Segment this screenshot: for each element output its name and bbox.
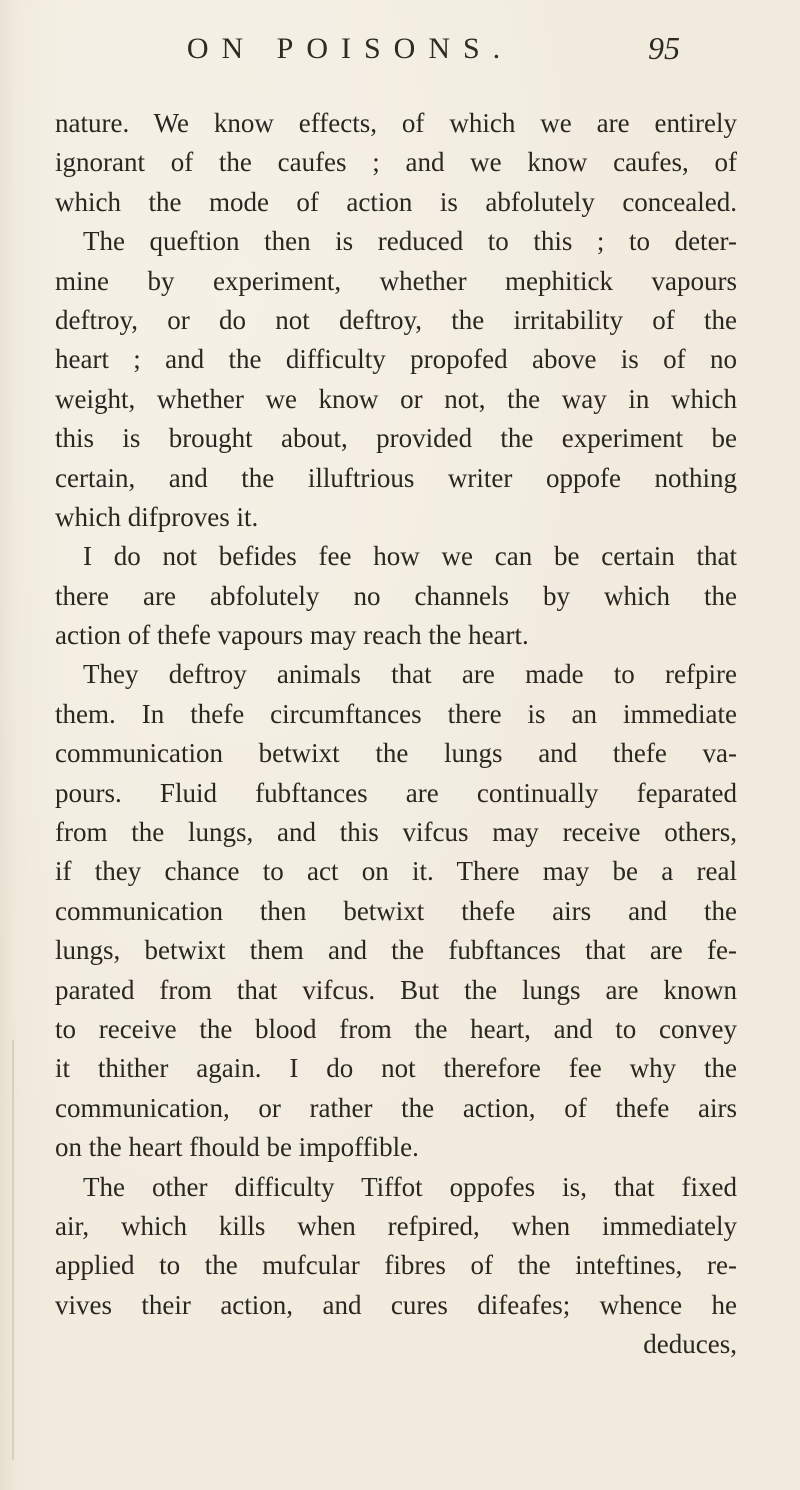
- text-line: vives their action, and cures difeafes; whence he: [55, 1289, 737, 1320]
- text-line: them. In thefe circumftances there is an immediate: [55, 698, 737, 729]
- text-line: which the mode of action is abfolutely concealed.: [55, 186, 737, 217]
- text-line: communication betwixt the lungs and thefe va-: [55, 738, 737, 769]
- text-line: on the heart fhould be impoffible.: [55, 1132, 419, 1163]
- text-line: weight, whether we know or not, the way in which: [55, 383, 737, 414]
- running-title: ON POISONS.: [186, 32, 514, 65]
- running-head: [0, 22, 800, 72]
- text-line: communication, or rather the action, of thefe airs: [55, 1092, 737, 1123]
- catchword: deduces,: [643, 1329, 737, 1360]
- text-line: The other difficulty Tiffot oppofes is, that fixed: [83, 1171, 737, 1202]
- text-line: pours. Fluid fubftances are continually feparated: [55, 777, 737, 808]
- text-line: which difproves it.: [55, 501, 259, 532]
- text-line: parated from that vifcus. But the lungs are known: [55, 974, 737, 1005]
- text-line: to receive the blood from the heart, and to convey: [55, 1013, 737, 1044]
- text-line: if they chance to act on it. There may be a real: [55, 856, 737, 887]
- text-line: lungs, betwixt them and the fubftances that are fe-: [55, 935, 737, 966]
- text-line: deftroy, or do not deftroy, the irritability of the: [55, 304, 737, 335]
- text-line: nature. We know effects, of which we are entirely: [55, 108, 737, 138]
- text-line: heart ; and the difficulty propofed above is of no: [55, 344, 737, 375]
- gutter-shadow: [12, 1040, 14, 1460]
- page-number: 95: [648, 30, 680, 66]
- text-line: action of thefe vapours may reach the heart.: [55, 620, 529, 651]
- text-line: communication then betwixt thefe airs and the: [55, 895, 737, 926]
- text-line: certain, and the illuftrious writer oppofe nothing: [55, 462, 737, 493]
- text-line: They deftroy animals that are made to refpire: [83, 659, 737, 690]
- text-line: mine by experiment, whether mephitick vapours: [55, 265, 737, 296]
- text-line: I do not befides fee how we can be certain that: [83, 541, 737, 572]
- text-line: air, which kills when refpired, when immediately: [55, 1210, 737, 1241]
- text-line: it thither again. I do not therefore fee why the: [55, 1053, 737, 1084]
- text-line: applied to the mufcular fibres of the inteftines, re-: [55, 1250, 737, 1281]
- text-line: ignorant of the caufes ; and we know caufes, of: [55, 147, 737, 178]
- text-line: from the lungs, and this vifcus may receive others,: [55, 817, 737, 848]
- text-line: this is brought about, provided the experiment be: [55, 423, 737, 454]
- text-line: The queftion then is reduced to this ; to deter-: [83, 226, 737, 257]
- text-line: there are abfolutely no channels by which the: [55, 580, 737, 611]
- body-text: [55, 104, 737, 1365]
